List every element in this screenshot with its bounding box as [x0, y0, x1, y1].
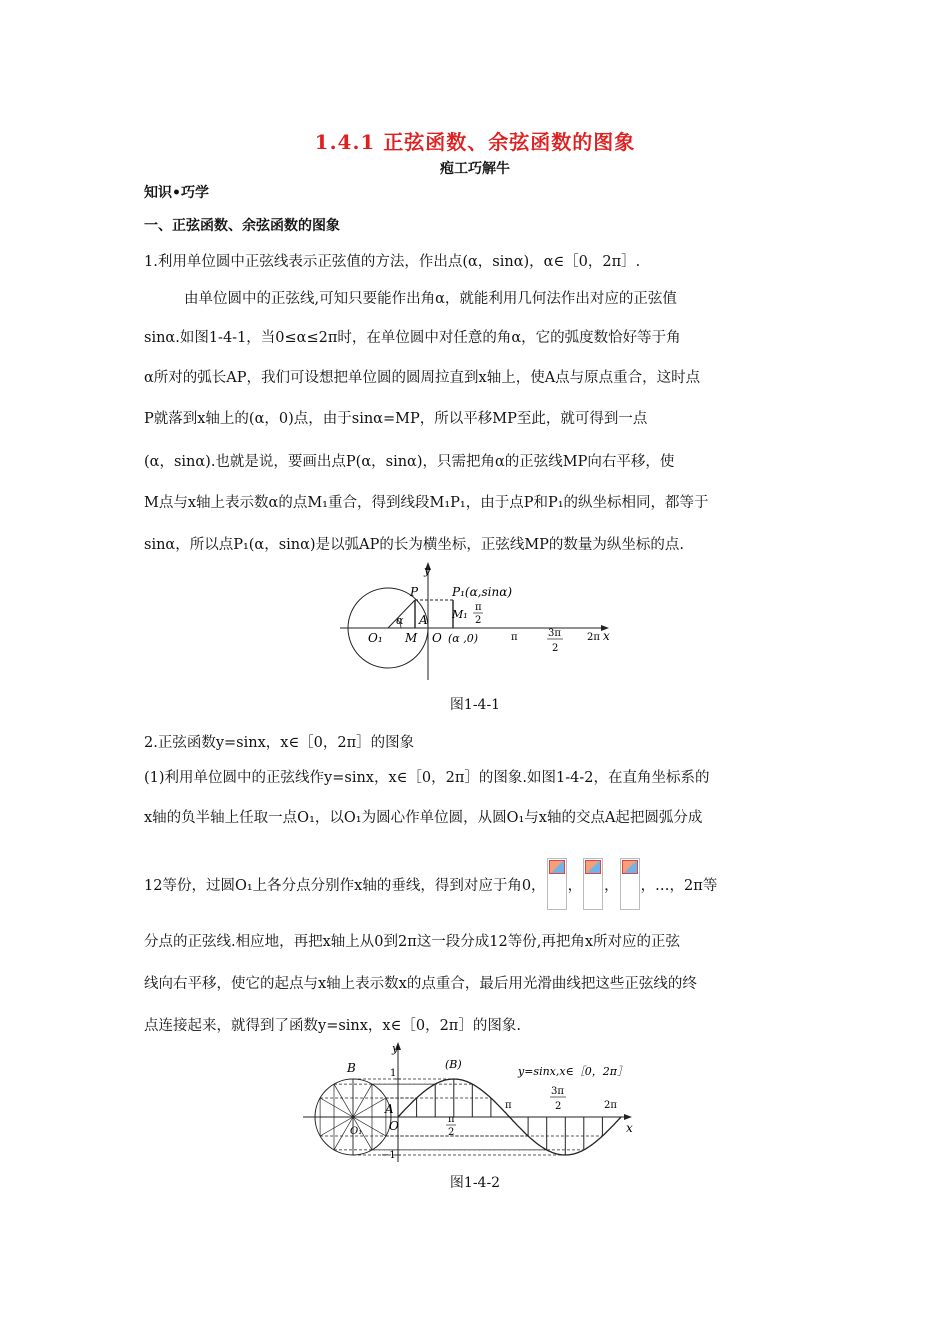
- two-pi-label: 2π: [587, 632, 600, 643]
- point-b-paren-label: (B): [445, 1058, 462, 1071]
- alpha-zero-label: (α ,0): [448, 632, 479, 645]
- pi-label: π: [505, 1100, 512, 1111]
- figure-1-4-2: [303, 1040, 648, 1165]
- circle-spoke: [320, 1117, 353, 1136]
- point-p-label: P: [410, 585, 419, 599]
- figure-1-4-1-caption: 图1-4-1: [449, 697, 501, 713]
- paragraph-4-line-5: 线向右平移，使它的起点与x轴上表示数x的点重合，最后用光滑曲线把这些正弦线的终: [144, 976, 697, 992]
- paragraph-2-line-5: (α，sinα).也就是说，要画出点P(α，sinα)，只需把角α的正弦线MP向右平移，使: [144, 454, 675, 470]
- line-3-text-a: 12等份，过圆O₁上各分点分别作x轴的垂线，得到对应于角0，: [144, 877, 546, 894]
- origin-label: O: [432, 631, 442, 645]
- page-subtitle: 疱工巧解牛: [440, 161, 510, 177]
- pi-label: π: [511, 632, 518, 643]
- point-o1-label: O₁: [350, 1126, 363, 1137]
- page-title: 1.4.1 正弦函数、余弦函数的图象: [314, 130, 636, 154]
- formula-label: y=sinx,x∈［0，2π］: [518, 1065, 628, 1078]
- point-a-label: A: [419, 613, 428, 627]
- tick-neg-one-label: −1: [381, 1150, 396, 1161]
- point-p1-label: P₁(α,sinα): [452, 585, 512, 599]
- circle-spoke: [353, 1098, 386, 1117]
- paragraph-1: 1.利用单位圆中正弦线表示正弦值的方法，作出点(α，sinα)，α∈［0，2π］.: [144, 254, 641, 270]
- line-3-sep-2: ，: [604, 877, 619, 894]
- circle-spoke: [320, 1098, 353, 1117]
- point-a-label: A: [385, 1102, 394, 1116]
- three-pi-den: 2: [552, 643, 559, 654]
- heading-sine-cosine-graphs: 一、正弦函数、余弦函数的图象: [144, 218, 340, 234]
- paragraph-4-line-2: x轴的负半轴上任取一点O₁，以O₁为圆心作单位圆，从圆O₁与x轴的交点A起把圆弧分成: [144, 810, 703, 826]
- pi-over-2-den: 2: [448, 1127, 455, 1138]
- x-label: x: [603, 629, 610, 643]
- pi-over-2-num: π: [475, 602, 482, 613]
- three-pi-num: 3π: [548, 628, 561, 639]
- figure-1-4-1: [335, 560, 625, 685]
- point-m-label: M: [405, 631, 418, 645]
- paragraph-3: 2.正弦函数y=sinx，x∈［0，2π］的图象: [144, 735, 415, 751]
- tick-one-label: 1: [390, 1068, 397, 1079]
- broken-image-icon: [547, 858, 567, 910]
- section-label: 知识•巧学: [144, 185, 209, 201]
- three-pi-den: 2: [555, 1101, 562, 1112]
- two-pi-label: 2π: [604, 1100, 617, 1111]
- broken-image-icon: [620, 858, 640, 910]
- paragraph-2-line-1: 由单位圆中的正弦线,可知只要能作出角α，就能利用几何法作出对应的正弦值: [184, 291, 677, 307]
- paragraph-2-line-6: M点与x轴上表示数α的点M₁重合，得到线段M₁P₁，由于点P和P₁的纵坐标相同，都等于: [144, 495, 709, 511]
- paragraph-2-line-7: sinα，所以点P₁(α，sinα)是以弧AP的长为横坐标，正弦线MP的数量为纵坐标的点.: [144, 537, 685, 553]
- paragraph-2-line-2: sinα.如图1-4-1，当0≤α≤2π时，在单位圆中对任意的角α，它的弧度数恰好等于角: [144, 330, 681, 346]
- line-3-text-b: ，…，2π等: [640, 877, 718, 894]
- paragraph-2-line-4: P就落到x轴上的(α，0)点，由于sinα=MP，所以平移MP至此，就可得到一点: [144, 411, 648, 427]
- y-label: y: [424, 564, 431, 577]
- figure-1-4-2-caption: 图1-4-2: [449, 1175, 501, 1191]
- paragraph-4-line-1: (1)利用单位圆中的正弦线作y=sinx，x∈［0，2π］的图象.如图1-4-2，在直角坐标系的: [144, 770, 710, 786]
- y-label: y: [392, 1042, 399, 1055]
- paragraph-4-line-6: 点连接起来，就得到了函数y=sinx，x∈［0，2π］的图象.: [144, 1018, 521, 1034]
- alpha-label: α: [396, 614, 404, 627]
- circle-spoke: [334, 1084, 353, 1117]
- line-3-sep-1: ，: [567, 877, 583, 894]
- paragraph-4-line-3: [144, 858, 717, 910]
- broken-image-icon: [583, 858, 603, 910]
- paragraph-2-line-3: α所对的弧长AP，我们可设想把单位圆的圆周拉直到x轴上，使A点与原点重合，这时点: [144, 370, 701, 386]
- point-m1-label: M₁: [452, 608, 468, 621]
- three-pi-num: 3π: [551, 1086, 564, 1097]
- pi-over-2-num: π: [448, 1114, 455, 1125]
- point-o1-label: O₁: [368, 631, 383, 645]
- point-b-label: B: [347, 1061, 356, 1075]
- pi-over-2-den: 2: [475, 615, 482, 626]
- paragraph-4-line-4: 分点的正弦线.相应地，再把x轴上从0到2π这一段分成12等份,再把角x所对应的正弦: [144, 934, 681, 950]
- circle-spoke: [353, 1084, 372, 1117]
- origin-label: O: [389, 1119, 399, 1133]
- x-label: x: [626, 1121, 633, 1135]
